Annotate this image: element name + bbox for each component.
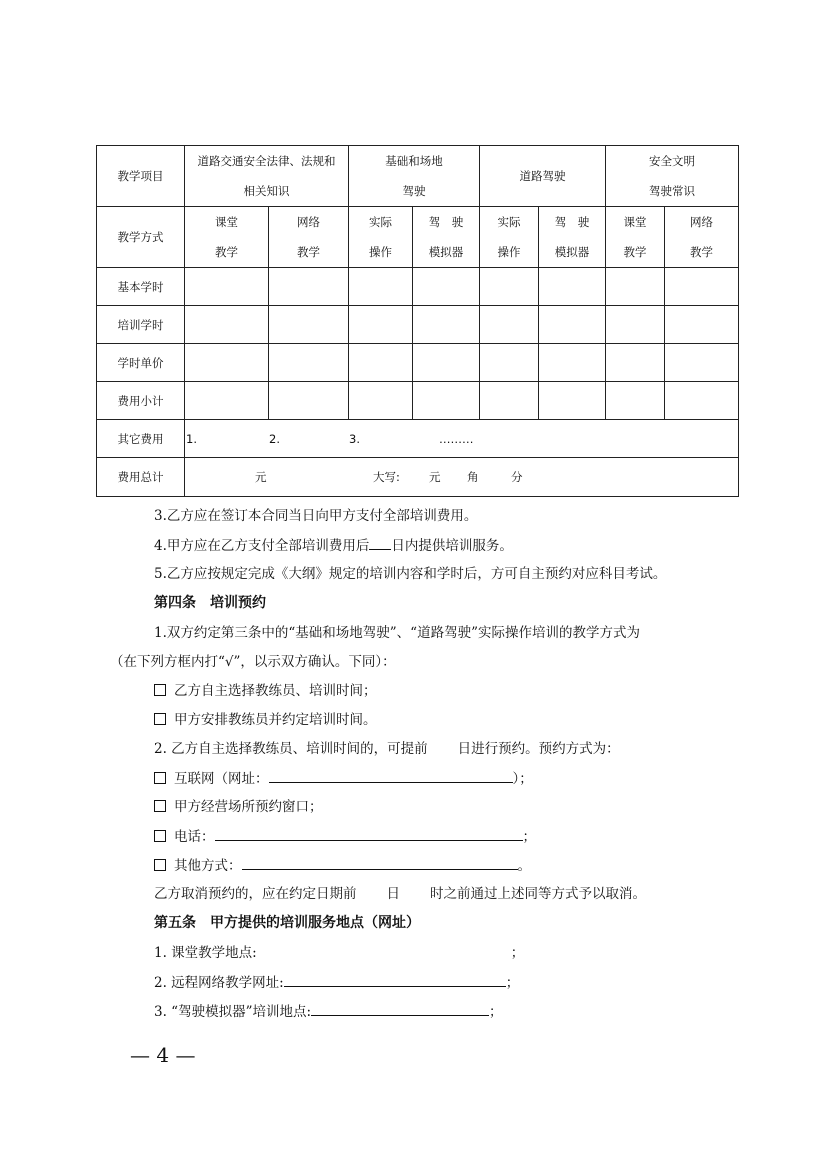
option-student-choose: 乙方自主选择教练员、培训时间； bbox=[154, 682, 377, 700]
blank-cell[interactable] bbox=[665, 268, 739, 306]
option-other: 其他方式： 。 bbox=[154, 856, 531, 875]
blank-cell[interactable] bbox=[539, 382, 606, 420]
total-fee-label: 费用总计 bbox=[97, 458, 185, 497]
cancel-clause: 乙方取消预约的，应在约定日期前 日 时之前通过上述同等方式予以取消。 bbox=[154, 886, 646, 902]
checkbox[interactable] bbox=[154, 859, 166, 871]
total-fee-row bbox=[97, 458, 739, 497]
page-number: — 4 — bbox=[130, 1043, 196, 1067]
blank-cell[interactable] bbox=[185, 344, 269, 382]
other-fees-row bbox=[97, 420, 739, 458]
service-location-3: 3. “驾驶模拟器”培训地点: ； bbox=[154, 1004, 503, 1020]
blank-cell[interactable] bbox=[349, 306, 413, 344]
total-fee-cell[interactable] bbox=[185, 458, 739, 497]
blank-cell[interactable] bbox=[539, 344, 606, 382]
checkbox[interactable] bbox=[154, 800, 166, 812]
blank-cell[interactable] bbox=[606, 382, 665, 420]
blank-cell[interactable] bbox=[269, 344, 349, 382]
blank-cell[interactable] bbox=[480, 382, 539, 420]
blank-cell[interactable] bbox=[665, 306, 739, 344]
option-internet: 互联网（网址： ）； bbox=[154, 769, 533, 788]
blank-cell[interactable] bbox=[606, 306, 665, 344]
other-item-2: 2. bbox=[269, 431, 280, 446]
table-header-row bbox=[97, 146, 739, 207]
blank-cell[interactable] bbox=[606, 268, 665, 306]
blank-cell[interactable] bbox=[480, 306, 539, 344]
blank-cell[interactable] bbox=[269, 268, 349, 306]
mode-cell: 网络 教学 bbox=[269, 207, 349, 268]
table-row bbox=[97, 306, 739, 344]
blank-cell[interactable] bbox=[539, 268, 606, 306]
other-item-1: 1. bbox=[186, 431, 197, 446]
blank-cell[interactable] bbox=[539, 306, 606, 344]
blank-cell[interactable] bbox=[665, 382, 739, 420]
mode-cell: 网络 教学 bbox=[665, 207, 739, 268]
service-location-2: 2. 远程网络教学网址: ； bbox=[154, 975, 520, 991]
mode-cell: 实际 操作 bbox=[349, 207, 413, 268]
blank-cell[interactable] bbox=[269, 382, 349, 420]
header-label: 教学项目 bbox=[97, 146, 185, 207]
article-5-heading: 第五条 甲方提供的培训服务地点（网址） bbox=[154, 915, 420, 931]
header-road-driving: 道路驾驶 bbox=[480, 146, 606, 207]
website-blank[interactable] bbox=[269, 769, 513, 783]
header-law-knowledge: 道路交通安全法律、法规和 相关知识 bbox=[185, 146, 349, 207]
checkbox[interactable] bbox=[154, 684, 166, 696]
mode-cell: 课堂 教学 bbox=[606, 207, 665, 268]
blank-cell[interactable] bbox=[606, 344, 665, 382]
other-fees-cell[interactable] bbox=[185, 420, 739, 458]
simulator-location-blank[interactable] bbox=[311, 1002, 489, 1016]
blank-cell[interactable] bbox=[413, 268, 480, 306]
mode-label: 教学方式 bbox=[97, 207, 185, 268]
mode-cell: 课堂 教学 bbox=[185, 207, 269, 268]
row-label: 基本学时 bbox=[97, 268, 185, 306]
blank-cell[interactable] bbox=[185, 382, 269, 420]
header-safe-driving: 安全文明 驾驶常识 bbox=[606, 146, 739, 207]
total-daxie-label: 大写: bbox=[373, 470, 400, 484]
total-yuan-2: 元 bbox=[429, 470, 441, 484]
mode-cell: 实际 操作 bbox=[480, 207, 539, 268]
blank-cell[interactable] bbox=[480, 344, 539, 382]
total-fen: 分 bbox=[511, 470, 523, 484]
other-fees-label: 其它费用 bbox=[97, 420, 185, 458]
training-fee-table bbox=[96, 145, 739, 497]
article-4-item-2: 2. 乙方自主选择教练员、培训时间的，可提前 日进行预约。预约方式为： bbox=[154, 741, 620, 757]
article-4-item-1: 1.双方约定第三条中的“基础和场地驾驶”、“道路驾驶”实际操作培训的教学方式为 bbox=[154, 625, 640, 641]
row-label: 学时单价 bbox=[97, 344, 185, 382]
other-ellipsis: ……… bbox=[439, 431, 474, 446]
total-yuan: 元 bbox=[255, 470, 267, 484]
checkbox[interactable] bbox=[154, 772, 166, 784]
service-location-1: 1. 课堂教学地点: ； bbox=[154, 945, 525, 961]
option-phone: 电话： ； bbox=[154, 827, 536, 846]
mode-cell: 驾 驶 模拟器 bbox=[413, 207, 480, 268]
table-row bbox=[97, 344, 739, 382]
blank-cell[interactable] bbox=[269, 306, 349, 344]
blank-cell[interactable] bbox=[413, 382, 480, 420]
total-jiao: 角 bbox=[467, 470, 479, 484]
row-label: 培训学时 bbox=[97, 306, 185, 344]
table-mode-row bbox=[97, 207, 739, 268]
blank-cell[interactable] bbox=[349, 344, 413, 382]
other-item-3: 3. bbox=[349, 431, 360, 446]
blank-cell[interactable] bbox=[349, 382, 413, 420]
blank-cell[interactable] bbox=[480, 268, 539, 306]
header-site-driving: 基础和场地 驾驶 bbox=[349, 146, 480, 207]
blank-cell[interactable] bbox=[185, 306, 269, 344]
row-label: 费用小计 bbox=[97, 382, 185, 420]
article-4-heading: 第四条 培训预约 bbox=[154, 595, 266, 611]
checkbox[interactable] bbox=[154, 713, 166, 725]
table-row bbox=[97, 268, 739, 306]
table-row bbox=[97, 382, 739, 420]
option-school-arrange: 甲方安排教练员并约定培训时间。 bbox=[154, 711, 377, 729]
clause-3-4: 4.甲方应在乙方支付全部培训费用后 日内提供培训服务。 bbox=[154, 538, 513, 554]
days-blank[interactable] bbox=[369, 536, 391, 550]
article-4-item-1-cont: （在下列方框内打“√”，以示双方确认。下同）： bbox=[110, 654, 396, 670]
blank-cell[interactable] bbox=[665, 344, 739, 382]
other-method-blank[interactable] bbox=[242, 856, 518, 870]
option-window: 甲方经营场所预约窗口； bbox=[154, 798, 323, 816]
blank-cell[interactable] bbox=[413, 344, 480, 382]
blank-cell[interactable] bbox=[349, 268, 413, 306]
blank-cell[interactable] bbox=[413, 306, 480, 344]
mode-cell: 驾 驶 模拟器 bbox=[539, 207, 606, 268]
clause-3-3: 3.乙方应在签订本合同当日向甲方支付全部培训费用。 bbox=[154, 508, 478, 524]
checkbox[interactable] bbox=[154, 830, 166, 842]
blank-cell[interactable] bbox=[185, 268, 269, 306]
phone-blank[interactable] bbox=[215, 827, 523, 841]
clause-3-5: 5.乙方应按规定完成《大纲》规定的培训内容和学时后，方可自主预约对应科目考试。 bbox=[154, 566, 667, 582]
remote-url-blank[interactable] bbox=[284, 973, 506, 987]
